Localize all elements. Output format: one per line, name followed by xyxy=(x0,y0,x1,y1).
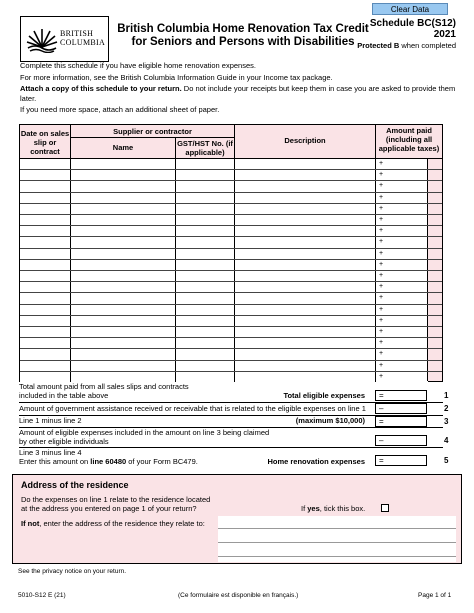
yes-label: If yes, tick this box. xyxy=(301,504,366,513)
plus-sign: + xyxy=(379,227,384,234)
plus-sign: + xyxy=(379,261,384,268)
line3-field[interactable]: = xyxy=(375,416,427,427)
sun-logo-icon xyxy=(26,23,58,53)
address-input[interactable] xyxy=(218,516,456,562)
plus-sign: + xyxy=(379,238,384,245)
line3-text: Line 1 minus line 2 xyxy=(19,416,82,425)
header-description: Description xyxy=(284,136,326,145)
header-supplier: Supplier or contractor xyxy=(113,127,192,136)
line3-number: 3 xyxy=(444,417,449,426)
line5-text: Line 3 minus line 4 Enter this amount on line 60480 of your Form BC479. xyxy=(19,448,198,466)
header-amount: Amount paid (including all applicable taxes) xyxy=(378,126,440,153)
privacy-note: See the privacy notice on your return. xyxy=(18,568,127,575)
form-code: 5010-S12 E (21) xyxy=(18,592,66,599)
line3-max: (maximum $10,000) xyxy=(295,416,365,425)
line1-label: Total eligible expenses xyxy=(283,391,365,400)
schedule-id: Schedule BC(S12) 2021 xyxy=(369,18,456,40)
protected-note: Protected B when completed xyxy=(357,41,456,50)
line4-text: Amount of eligible expenses included in the amount on line 3 being claimed by other eligible individuals xyxy=(19,428,270,446)
plus-sign: + xyxy=(379,294,384,301)
plus-sign: + xyxy=(379,205,384,212)
line5-number: 5 xyxy=(444,456,449,465)
line1-field[interactable]: = xyxy=(375,390,427,401)
header-gst: GST/HST No. (if applicable) xyxy=(177,139,233,157)
line4-number: 4 xyxy=(444,436,449,445)
plus-sign: + xyxy=(379,350,384,357)
bc-logo xyxy=(20,16,109,62)
address-heading: Address of the residence xyxy=(21,480,129,490)
expense-table xyxy=(19,124,443,382)
address-section xyxy=(12,474,462,564)
plus-sign: + xyxy=(379,306,384,313)
plus-sign: + xyxy=(379,182,384,189)
line2-text: Amount of government assistance received or receivable that is related to the eligible expenses on line 1 xyxy=(19,404,366,413)
yes-checkbox[interactable] xyxy=(381,504,389,512)
plus-sign: + xyxy=(379,339,384,346)
plus-sign: + xyxy=(379,216,384,223)
line2-field[interactable]: – xyxy=(375,403,427,414)
if-not-label: If not, enter the address of the residence they relate to: xyxy=(21,519,205,528)
line1-number: 1 xyxy=(444,391,449,400)
form-title: British Columbia Home Renovation Tax Credit for Seniors and Persons with Disabilities xyxy=(117,23,369,48)
line4-field[interactable]: – xyxy=(375,435,427,446)
plus-sign: + xyxy=(379,272,384,279)
plus-sign: + xyxy=(379,250,384,257)
plus-sign: + xyxy=(379,171,384,178)
line5-label: Home renovation expenses xyxy=(267,457,365,466)
plus-sign: + xyxy=(379,160,384,167)
clear-data-button[interactable]: Clear Data xyxy=(372,3,448,15)
plus-sign: + xyxy=(379,194,384,201)
french-note: (Ce formulaire est disponible en français.) xyxy=(178,592,299,599)
intro-text: Complete this schedule if you have eligible home renovation expenses. For more information, see the British Columbia Information Guide in your Income tax package. Attach a copy of this schedule to your return. Do not include your receipts but keep them in case you are asked to provide them later. If you need more space, attach an additional sheet of paper. xyxy=(20,61,456,114)
plus-sign: + xyxy=(379,362,384,369)
page-number: Page 1 of 1 xyxy=(418,592,452,599)
logo-text: BRITISH COLUMBIA xyxy=(60,29,106,47)
header-date: Date on sales slip or contract xyxy=(20,129,70,156)
line5-field[interactable]: = xyxy=(375,455,427,466)
plus-sign: + xyxy=(379,373,384,380)
line2-number: 2 xyxy=(444,404,449,413)
address-question: Do the expenses on line 1 relate to the residence located at the address you entered on page 1 of your return? xyxy=(21,495,211,513)
plus-sign: + xyxy=(379,328,384,335)
plus-sign: + xyxy=(379,317,384,324)
plus-sign: + xyxy=(379,283,384,290)
line1-text: Total amount paid from all sales slips and contracts included in the table above xyxy=(19,382,189,400)
header-name: Name xyxy=(112,143,134,152)
